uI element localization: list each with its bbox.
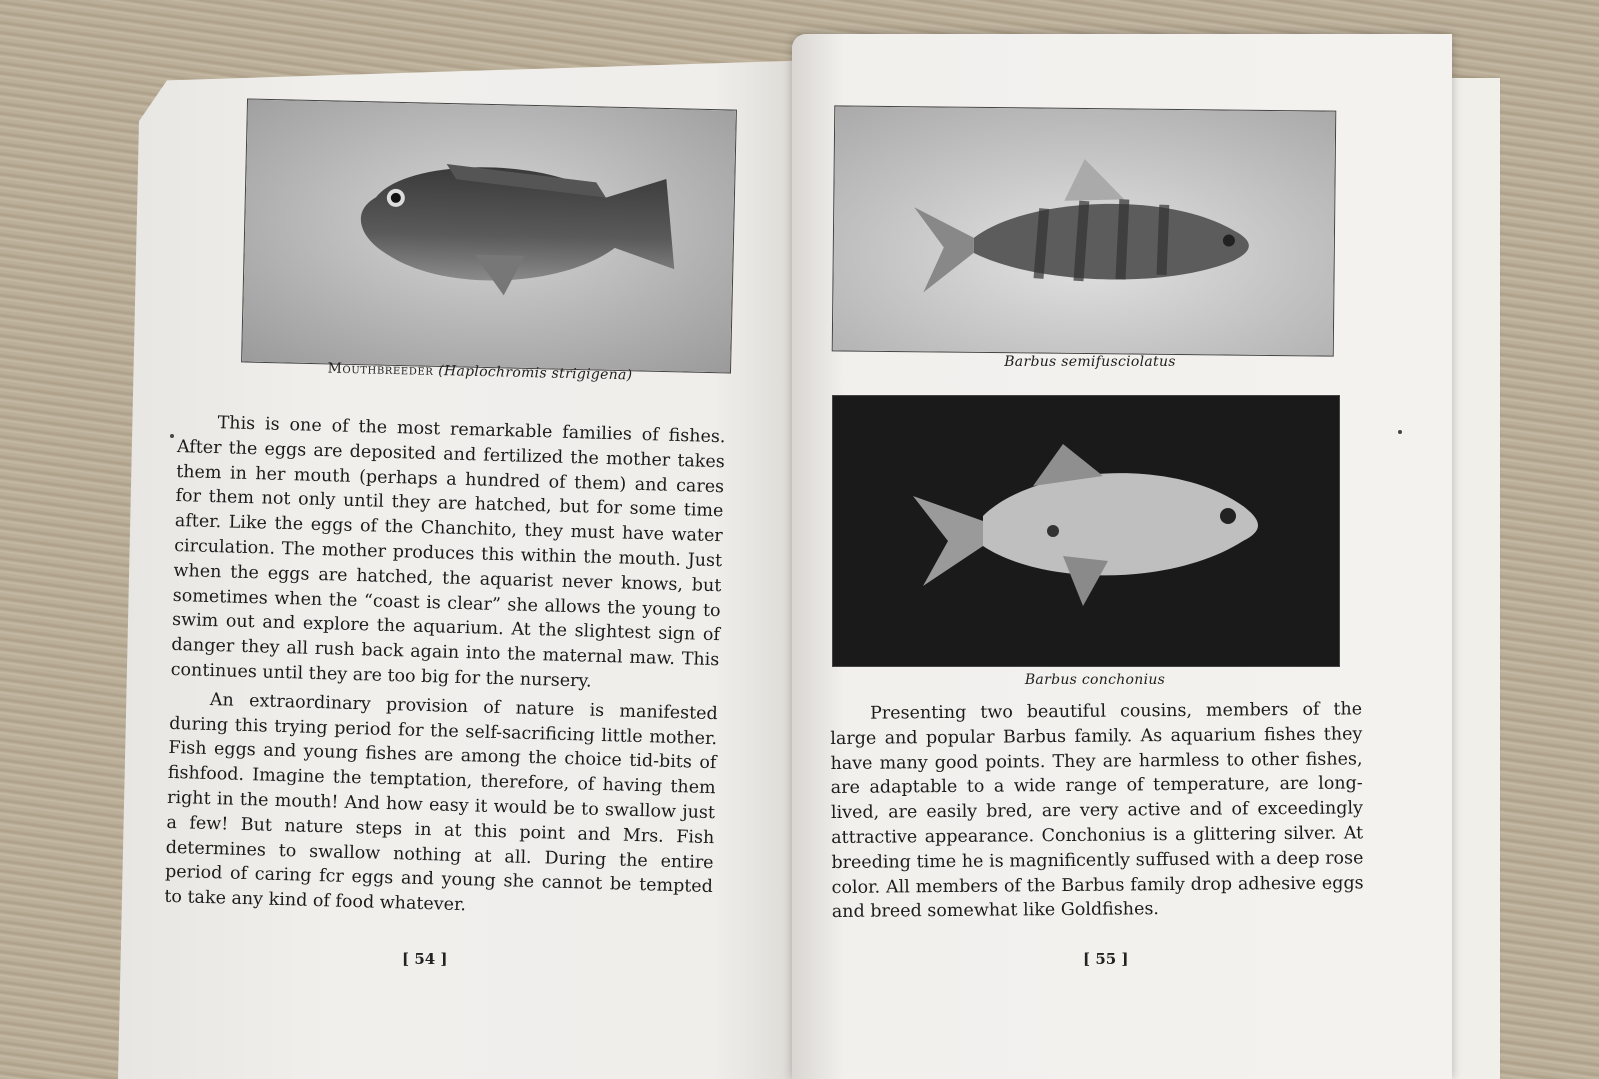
left-page-number: [ 54 ] <box>402 950 448 968</box>
page-mark-left <box>170 434 174 438</box>
caption-common-name: Mouthbreeder <box>327 360 434 379</box>
right-paragraph-1: Presenting two beautiful cousins, members of the large and popular Barbus family. As aquarium fishes they have many good points. They are harmless to other fishes, are adaptable to a wide range of temperature, are long-lived, are easily bred, are very active and of exceedingly attractive appearance. Conchonius is a glittering silver. At breeding time he is magnificently suffused with a deep rose color. All members of the Barbus family drop adhesive eggs and breed somewhat like Goldfishes. <box>830 699 1364 923</box>
barbus-conchonius-photo <box>832 395 1340 667</box>
barbus-semifusciolatus-photo <box>832 105 1337 356</box>
barbus-semifusciolatus-caption: Barbus semifusciolatus <box>1004 354 1176 370</box>
barbus-conchonius-caption: Barbus conchonius <box>1024 672 1166 688</box>
page-mark-right <box>1398 430 1402 434</box>
right-page-number: [ 55 ] <box>1083 950 1129 968</box>
left-paragraph-1: This is one of the most remarkable families of fishes. After the eggs are deposited and fertilized the mother takes them in her mouth (perhaps a hundred of them) and cares for them not only until they are hatched, but for some time after. Like the eggs of the Chanchito, they must have water circulation. The mother produces this within the mouth. Just when the eggs are hatched, the aquarist never knows, but sometimes when the “coast is clear” she allows the young to swim out and explore the aquarium. At the slightest sign of danger they all rush back again into the maternal maw. This continues until they are too big for the nursery. <box>170 413 726 692</box>
caption-scientific-name: (Haplochromis strigigena) <box>438 363 633 384</box>
left-page-body <box>164 410 726 925</box>
mouthbreeder-photo <box>241 98 737 373</box>
left-paragraph-2: An extraordinary provision of nature is manifested during this trying period for the self-sacrificing little mother. Fish eggs and young fishes are among the choice tid-bits of fishfood. Imagine the temptation, therefore, of having them right in the mouth! And how easy it would be to swallow just a few! But nature steps in at this point and Mrs. Fish determines to swallow nothing at all. During the entire period of caring fcr eggs and young she cannot be tempted to take any kind of food whatever. <box>164 689 719 916</box>
right-page-body <box>830 697 1364 925</box>
